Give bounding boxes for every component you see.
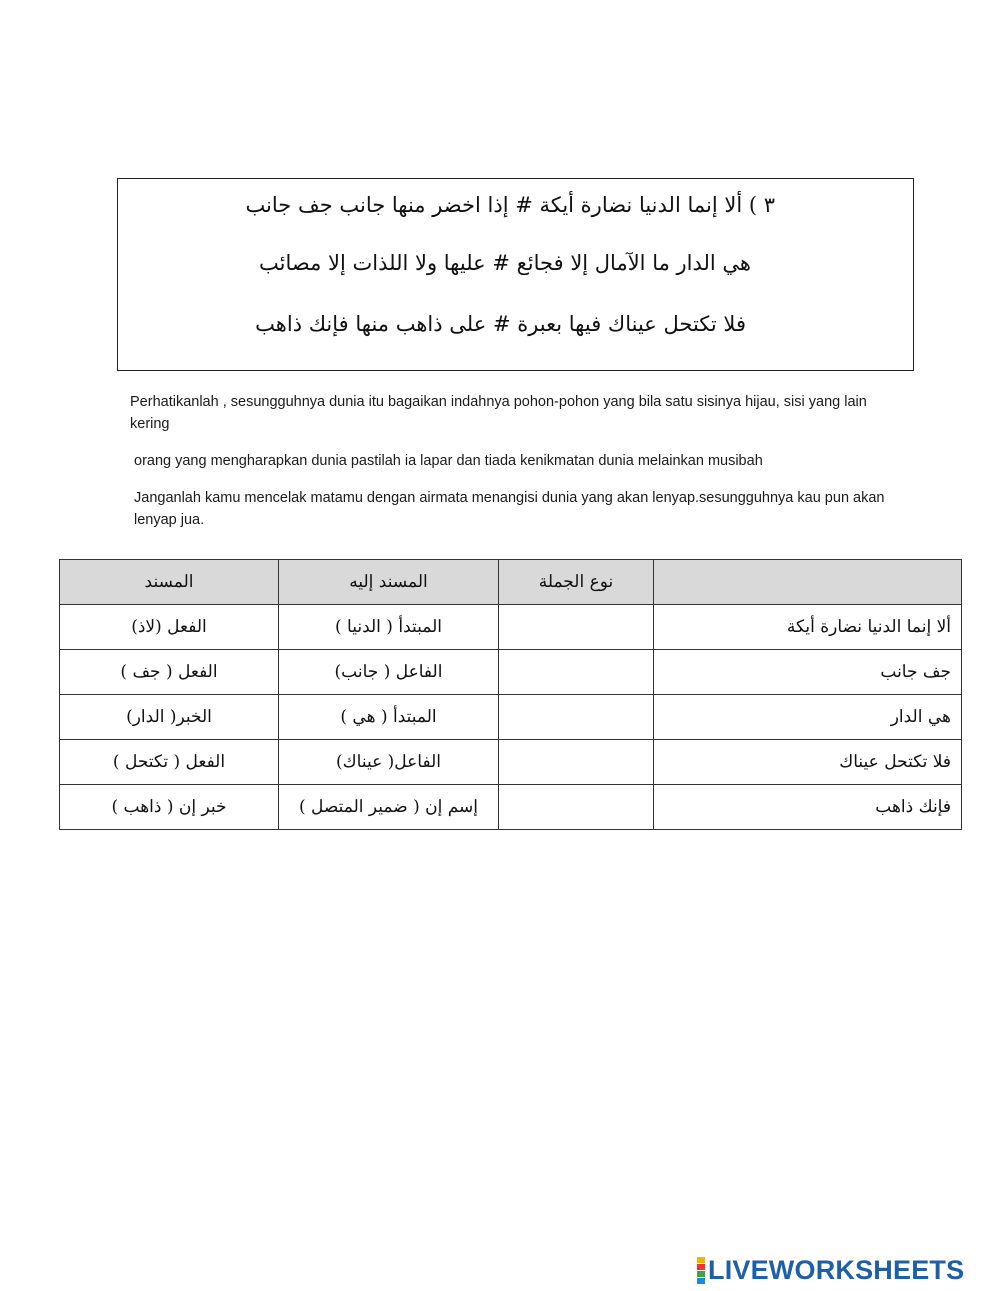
liveworksheets-logo-icon — [697, 1257, 705, 1284]
poem-line-1: ٣ ) ألا إنما الدنيا نضارة أيكة # إذا اخضر منها جانب جف جانب — [245, 193, 775, 217]
cell-musnad-ilaih: إسم إن ( ضمير المتصل ) — [279, 785, 499, 830]
poem-line-3: فلا تكتحل عيناك فيها بعبرة # على ذاهب منها فإنك ذاهب — [255, 312, 746, 336]
table-row — [60, 605, 962, 650]
logo-square-yellow — [697, 1257, 705, 1263]
cell-jumla-type-input[interactable] — [499, 695, 654, 740]
cell-phrase: فإنك ذاهب — [654, 785, 962, 830]
logo-square-green — [697, 1271, 705, 1277]
translation-paragraph-1: Perhatikanlah , sesungguhnya dunia itu bagaikan indahnya pohon-pohon yang bila satu sisinya hijau, sisi yang lain kering — [130, 394, 867, 432]
cell-phrase: جف جانب — [654, 650, 962, 695]
logo-square-red — [697, 1264, 705, 1270]
cell-musnad-ilaih: المبتدأ ( الدنيا ) — [279, 605, 499, 650]
cell-musnad-ilaih: الفاعل ( جانب) — [279, 650, 499, 695]
table-row — [60, 785, 962, 830]
cell-musnad-ilaih: الفاعل( عيناك) — [279, 740, 499, 785]
header-musnad: المسند — [60, 560, 279, 605]
cell-phrase: هي الدار — [654, 695, 962, 740]
cell-musnad: الفعل (لاذ) — [60, 605, 279, 650]
cell-jumla-type-input[interactable] — [499, 605, 654, 650]
translation-paragraph-3: Janganlah kamu mencelak matamu dengan airmata menangisi dunia yang akan lenyap.sesungguhnya kau pun akan lenyap jua. — [134, 490, 885, 528]
header-jumla-type: نوع الجملة — [499, 560, 654, 605]
cell-musnad: الفعل ( جف ) — [60, 650, 279, 695]
translation-paragraph-2: orang yang mengharapkan dunia pastilah ia lapar dan tiada kenikmatan dunia melainkan musibah — [134, 453, 763, 469]
cell-phrase: ألا إنما الدنيا نضارة أيكة — [654, 605, 962, 650]
table-row — [60, 695, 962, 740]
cell-jumla-type-input[interactable] — [499, 785, 654, 830]
cell-musnad: الخبر( الدار) — [60, 695, 279, 740]
logo-brand-text: LIVEWORKSHEETS — [708, 1254, 965, 1285]
liveworksheets-logo[interactable] — [697, 1255, 964, 1285]
header-musnad-ilaih: المسند إليه — [279, 560, 499, 605]
analysis-table — [59, 559, 962, 830]
header-phrase — [654, 560, 962, 605]
cell-musnad: الفعل ( تكتحل ) — [60, 740, 279, 785]
cell-musnad-ilaih: المبتدأ ( هي ) — [279, 695, 499, 740]
cell-phrase: فلا تكتحل عيناك — [654, 740, 962, 785]
cell-jumla-type-input[interactable] — [499, 740, 654, 785]
cell-jumla-type-input[interactable] — [499, 650, 654, 695]
poem-line-2: هي الدار ما الآمال إلا فجائع # عليها ولا اللذات إلا مصائب — [259, 251, 751, 275]
cell-musnad: خبر إن ( ذاهب ) — [60, 785, 279, 830]
table-row — [60, 740, 962, 785]
table-header-row — [60, 560, 962, 605]
table-row — [60, 650, 962, 695]
logo-square-blue — [697, 1278, 705, 1284]
poem-box — [117, 178, 914, 371]
